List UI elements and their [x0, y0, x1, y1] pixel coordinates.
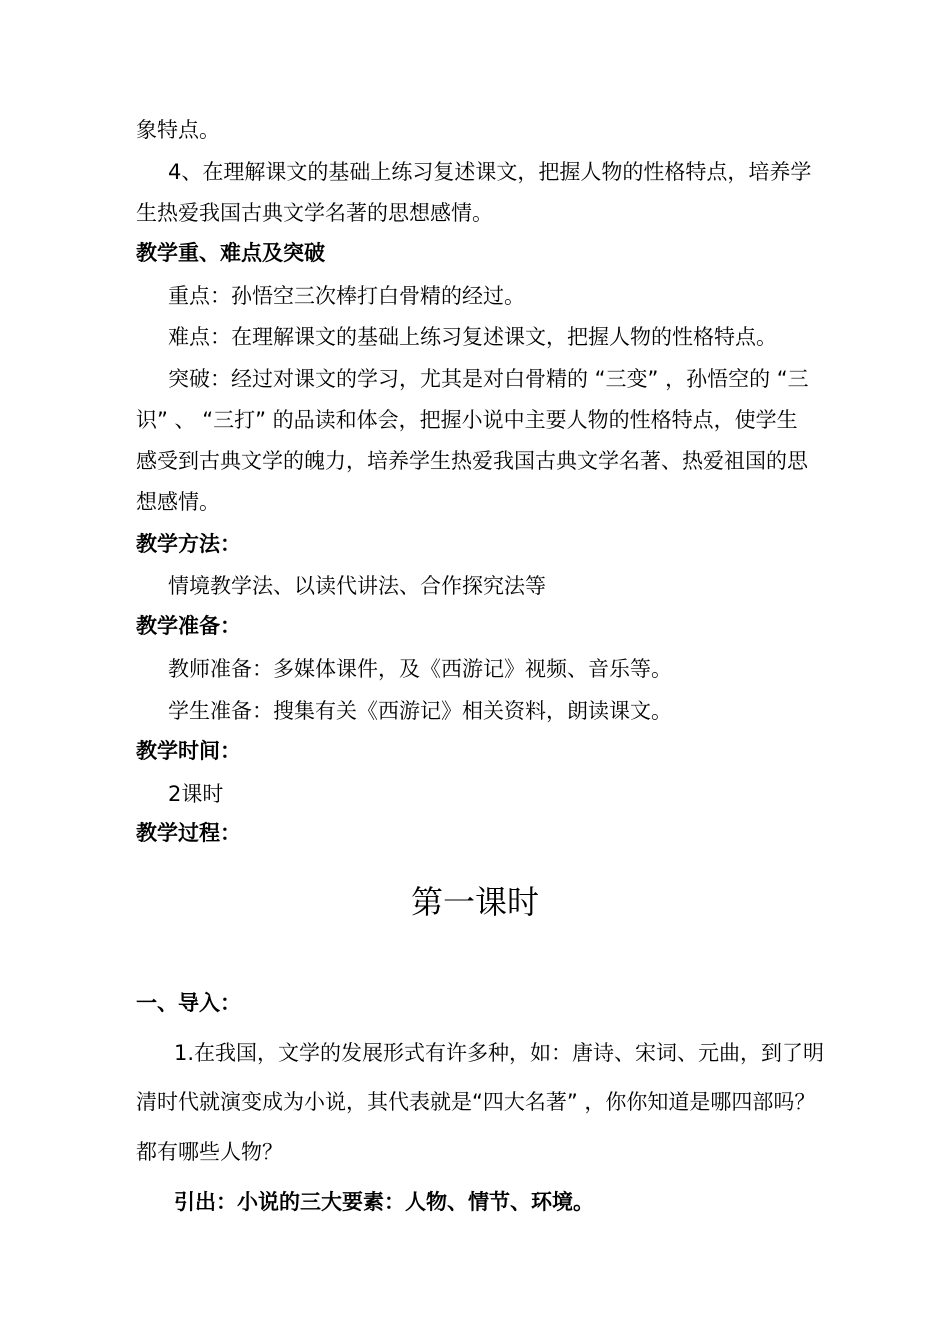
heading-preparation: 教学准备：	[136, 614, 241, 638]
intro-paragraph-line-2: 清时代就演变成为小说，其代表就是“四大名著” ，你你知道是哪四部吗？	[136, 1090, 816, 1114]
breakthrough-line-4: 想感情。	[136, 490, 220, 514]
lead-out-line: 引出：小说的三大要素：人物、情节、环境。	[174, 1190, 594, 1214]
heading-key-points: 教学重、难点及突破	[136, 241, 325, 265]
difficulty-line: 难点：在理解课文的基础上练习复述课文，把握人物的性格特点。	[168, 325, 777, 349]
intro-paragraph-line-3: 都有哪些人物？	[136, 1140, 283, 1164]
teacher-preparation-line: 教师准备：多媒体课件，及《西游记》视频、音乐等。	[168, 657, 672, 681]
methods-line: 情境教学法、以读代讲法、合作探究法等	[168, 574, 546, 598]
breakthrough-line-3: 感受到古典文学的魄力，培养学生热爱我国古典文学名著、热爱祖国的思	[136, 449, 808, 473]
heading-teaching-methods: 教学方法：	[136, 532, 241, 556]
objective-4-line-1: 4、在理解课文的基础上练习复述课文，把握人物的性格特点，培养学	[168, 160, 812, 184]
heading-teaching-process: 教学过程：	[136, 821, 241, 845]
student-preparation-line: 学生准备：搜集有关《西游记》相关资料，朗读课文。	[168, 699, 672, 723]
teaching-time-value: 2课时	[168, 782, 224, 806]
section-one-heading: 一、导入：	[136, 991, 241, 1015]
key-point-line: 重点：孙悟空三次棒打白骨精的经过。	[168, 284, 525, 308]
objective-4-line-2: 生热爱我国古典文学名著的思想感情。	[136, 201, 493, 225]
lesson-title: 第一课时	[410, 883, 539, 921]
heading-teaching-time: 教学时间：	[136, 739, 241, 763]
breakthrough-line-1: 突破：经过对课文的学习，尤其是对白骨精的 “三变” ，孙悟空的 “三	[168, 367, 809, 391]
intro-paragraph-line-1: 1.在我国，文学的发展形式有许多种，如：唐诗、宋词、元曲，到了明	[174, 1041, 825, 1065]
text-line: 象特点。	[136, 118, 220, 142]
breakthrough-line-2: 识” 、 “三打” 的品读和体会，把握小说中主要人物的性格特点，使学生	[136, 408, 798, 432]
